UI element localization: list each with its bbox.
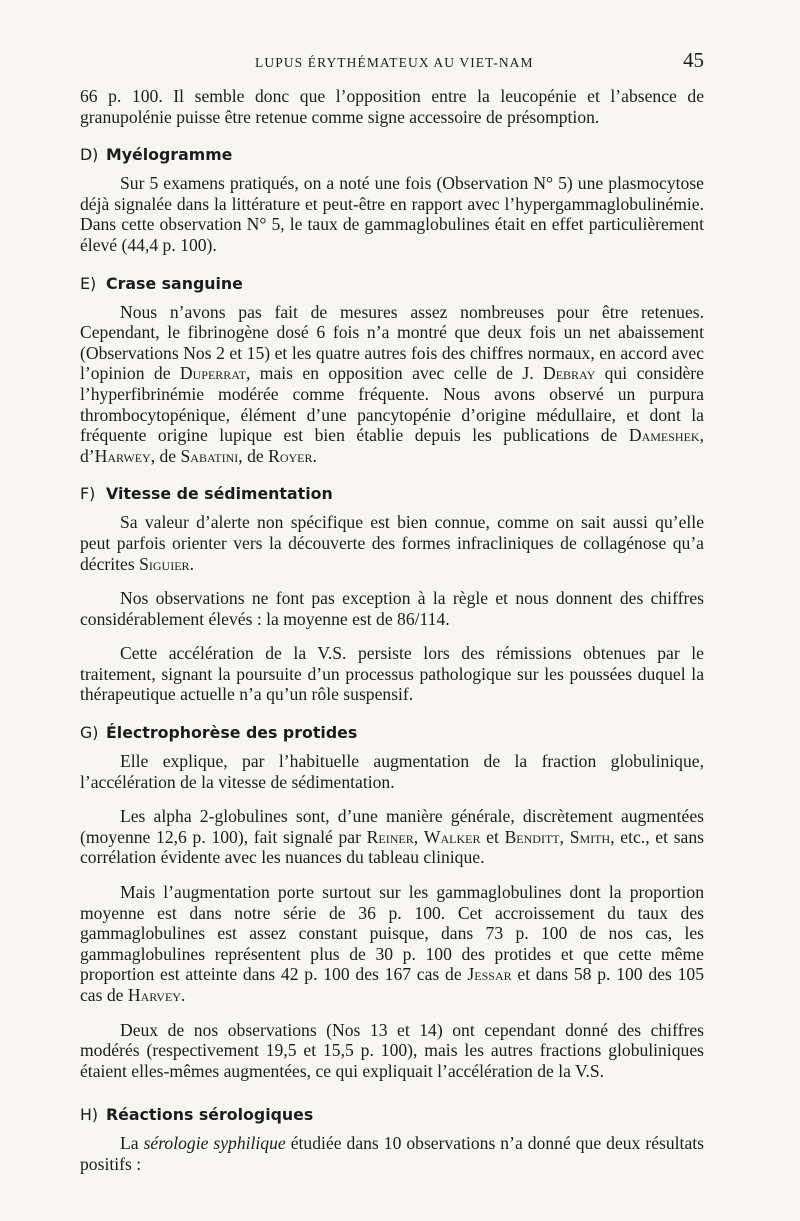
author-name: Royer bbox=[268, 445, 313, 466]
section-heading-f bbox=[80, 484, 704, 504]
section-e-paragraph-1 bbox=[80, 302, 704, 467]
text-run: Nous n’avons pas fait de mesures assez nombreuses pour être retenues. Cependant, le fibrinogène dosé 6 fois n’a montré que deux fois un net abaissement (Observations Nos 2 et 15) et les quatre autres fois des chiffres normaux, en accord avec l’opinion de bbox=[80, 301, 704, 384]
section-title: Crase sanguine bbox=[106, 273, 243, 293]
section-g-paragraph-2 bbox=[80, 806, 704, 868]
section-heading-g bbox=[80, 723, 704, 743]
author-name: Dameshek bbox=[628, 425, 700, 446]
section-heading-h bbox=[80, 1105, 704, 1125]
section-g-paragraph-1: Elle explique, par l’habituelle augmentation de la fraction globulinique, l’accélération de la vitesse de sédimentation. bbox=[80, 751, 704, 792]
section-g-paragraph-3 bbox=[80, 882, 704, 1006]
text-run: . bbox=[312, 445, 317, 466]
text-run: , mais en opposition avec celle de J. bbox=[245, 363, 543, 384]
text-run: , d’ bbox=[80, 425, 704, 466]
text-run: Sa valeur d’alerte non spécifique est bien connue, comme on sait aussi qu’elle peut parfois orienter vers la découverte des formes infracliniques de collagénose qu’a décrites bbox=[80, 512, 704, 574]
section-g-paragraph-4: Deux de nos observations (Nos 13 et 14) ont cependant donné des chiffres modérés (respectivement 19,5 et 15,5 p. 100), mais les autres fractions globuliniques étaient elles-mêmes augmentées, ce qui expliquait l’accélération de la V.S. bbox=[80, 1019, 704, 1081]
text-run: La bbox=[120, 1133, 144, 1154]
section-letter: F) bbox=[80, 484, 96, 504]
text-run: , de bbox=[150, 445, 181, 466]
author-name: Benditt bbox=[504, 826, 560, 847]
section-f-paragraph-1 bbox=[80, 512, 704, 574]
text-run: et dans 58 p. 100 des 105 cas de bbox=[80, 964, 704, 1005]
section-title: Myélogramme bbox=[106, 145, 233, 165]
author-name: Harwey bbox=[94, 445, 151, 466]
author-name: Harvey bbox=[127, 985, 181, 1005]
author-name: Smith bbox=[569, 826, 611, 847]
page-number: 45 bbox=[683, 48, 704, 72]
text-run: et bbox=[480, 826, 505, 847]
text-run: qui considère l’hyperfibrinémie modérée comme fréquente. Nous avons observé un purpura thrombocytopénique, élément d’une pancytopénie d’origine médullaire, et dont la fréquente origine lupique est bien établie depuis les publications de bbox=[80, 363, 704, 446]
author-name: Jessar bbox=[467, 964, 512, 985]
section-title: Vitesse de sédimentation bbox=[106, 484, 333, 504]
text-run: étudiée dans 10 observations n’a donné que deux résultats positifs : bbox=[80, 1133, 704, 1174]
text-run: , de bbox=[238, 445, 269, 466]
section-f-paragraph-3: Cette accélération de la V.S. persiste lors des rémissions obtenues par le traitement, signant la poursuite d’un processus pathologique sur les poussées duquel la thérapeutique actuelle n’a qu’un rôle suspensif. bbox=[80, 643, 704, 705]
text-run: , bbox=[413, 826, 424, 847]
author-name: Debray bbox=[543, 363, 596, 384]
section-letter: H) bbox=[80, 1105, 99, 1125]
author-name: Siguier bbox=[139, 553, 190, 574]
section-heading-e bbox=[80, 274, 704, 294]
section-letter: G) bbox=[80, 723, 99, 743]
section-letter: D) bbox=[80, 145, 99, 165]
emphasis: sérologie syphilique bbox=[143, 1133, 286, 1154]
text-run: , bbox=[559, 826, 570, 847]
text-run: . bbox=[189, 553, 194, 574]
section-d-paragraph-1: Sur 5 examens pratiqués, on a noté une fois (Observation N° 5) une plasmocytose déjà signalée dans la littérature et peut-être en rapport avec l’hypergammaglobulinémie. Dans cette observation N° 5, le taux de gammaglobulines était en effet particulièrement élevé (44,4 p. 100). bbox=[80, 173, 704, 255]
page-body bbox=[80, 86, 704, 1175]
running-title: LUPUS ÉRYTHÉMATEUX AU VIET-NAM bbox=[255, 55, 534, 70]
text-run: Les alpha 2-globulines sont, d’une manière générale, discrètement augmentées (moyenne 12,6 p. 100), fait signalé par bbox=[80, 806, 704, 847]
text-run: , etc., et sans corrélation évidente avec les nuances du tableau clinique. bbox=[80, 826, 705, 868]
section-letter: E) bbox=[80, 273, 97, 293]
author-name: Sabatini bbox=[180, 445, 239, 466]
author-name: Reiner bbox=[366, 826, 414, 847]
section-title: Réactions sérologiques bbox=[106, 1105, 314, 1125]
author-name: Duperrat bbox=[179, 363, 246, 384]
text-run: Mais l’augmentation porte surtout sur les gammaglobulines dont la proportion moyenne est dans notre série de 36 p. 100. Cet accroissement du taux des gammaglobulines est assez constant puisque, dans 73 p. 100 de nos cas, les gammaglobulines représentent plus de 30 p. 100 des protides et que cette même proportion est atteinte dans 42 p. 100 des 167 cas de bbox=[80, 882, 704, 985]
section-f-paragraph-2: Nos observations ne font pas exception à la règle et nous donnent des chiffres considérablement élevés : la moyenne est de 86/114. bbox=[80, 588, 704, 629]
intro-paragraph: 66 p. 100. Il semble donc que l’opposition entre la leucopénie et l’absence de granupolénie puisse être retenue comme signe accessoire de présomption. bbox=[80, 86, 704, 127]
text-run: . bbox=[180, 985, 186, 1005]
section-title: Électrophorèse des protides bbox=[106, 723, 358, 743]
author-name: Walker bbox=[423, 826, 481, 847]
section-heading-d bbox=[80, 145, 704, 165]
section-h-paragraph-1 bbox=[80, 1133, 704, 1174]
